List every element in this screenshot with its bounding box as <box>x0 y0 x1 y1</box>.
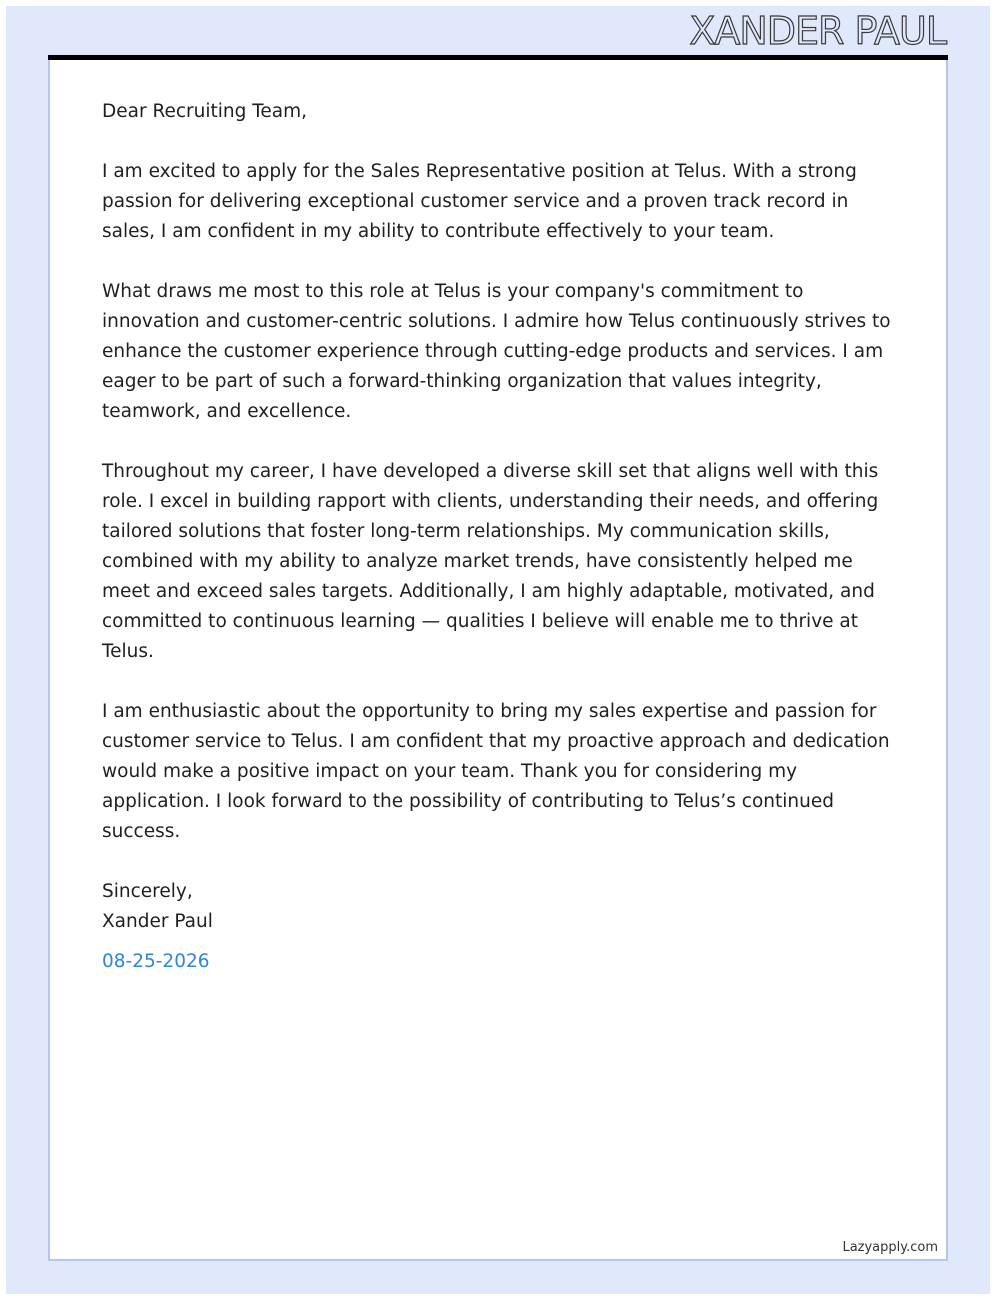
paragraph-3: Throughout my career, I have developed a diverse skill set that aligns well with this role. I excel in building rapport with clients, understanding their needs, and offering tailored solutions that foster long-term relationships. My communication skills, combined with my ability to analyze market trends, have consistently helped me meet and exceed sales targets. Additionally, I am highly adaptable, motivated, and committed to continuous learning — qualities I believe will enable me to thrive at Telus. <box>102 461 879 662</box>
footer-watermark: Lazyapply.com <box>842 1240 938 1255</box>
signature-name: Xander Paul <box>102 911 213 932</box>
salutation: Dear Recruiting Team, <box>102 101 308 122</box>
letter-page <box>48 60 948 1261</box>
letter-body <box>102 97 902 977</box>
header-name: XANDER PAUL <box>689 9 946 53</box>
closing: Sincerely, <box>102 881 193 902</box>
paragraph-1: I am excited to apply for the Sales Representative position at Telus. With a strong passion for delivering exceptional customer service and a proven track record in sales, I am confident in my ability to contribute effectively to your team. <box>102 161 857 242</box>
paragraph-4: I am enthusiastic about the opportunity to bring my sales expertise and passion for customer service to Telus. I am confident that my proactive approach and dedication would make a positive impact on your team. Thank you for considering my application. I look forward to the possibility of contributing to Telus’s continued success. <box>102 701 890 842</box>
paragraph-2: What draws me most to this role at Telus is your company's commitment to innovation and customer-centric solutions. I admire how Telus continuously strives to enhance the customer experience through cutting-edge products and services. I am eager to be part of such a forward-thinking organization that values integrity, teamwork, and excellence. <box>102 281 891 422</box>
letter-date: 08-25-2026 <box>102 951 210 972</box>
